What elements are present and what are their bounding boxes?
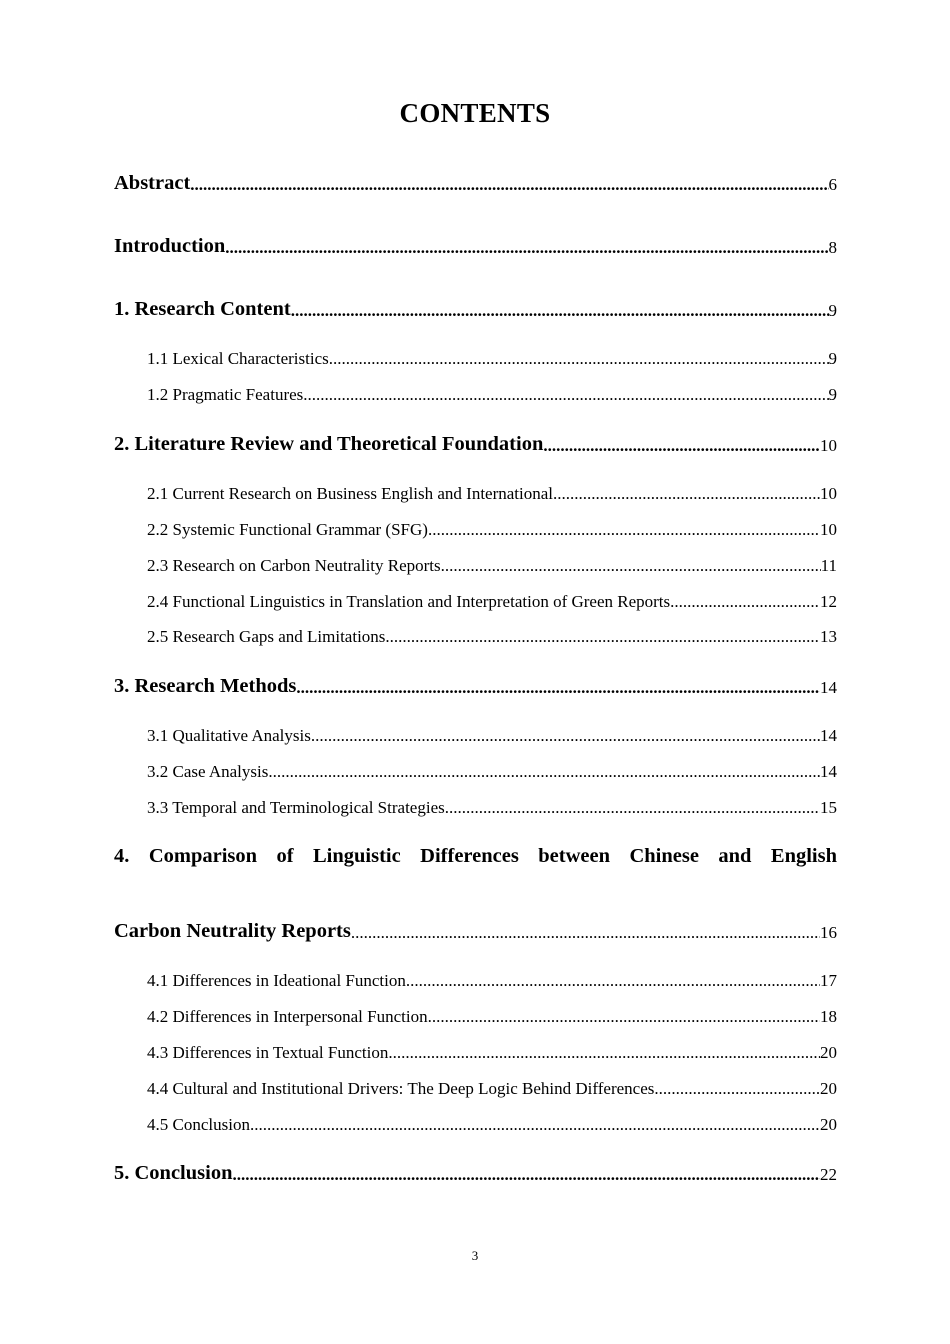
toc-page-number: 9 [828,349,837,368]
toc-entry-2-1[interactable] [147,484,837,504]
dot-leader [654,1079,820,1099]
toc-entry-label: Introduction [114,235,226,257]
toc-entry-literature-review[interactable] [114,433,837,456]
toc-entry-label: 3.1 Qualitative Analysis [147,726,311,745]
toc-page-number: 10 [820,520,837,539]
toc-entry-4-1[interactable] [147,971,837,991]
toc-entry-2-4[interactable] [147,592,837,612]
dot-leader [311,726,820,746]
toc-entry-4-4[interactable] [147,1079,837,1099]
toc-entry-research-content[interactable] [114,298,837,321]
dot-leader [385,627,820,647]
dot-leader [543,436,820,456]
toc-entry-label: 4.3 Differences in Textual Function [147,1043,389,1062]
dot-leader [225,238,828,258]
toc-entry-conclusion[interactable] [114,1162,837,1185]
dot-leader [441,556,821,576]
toc-page-number: 20 [820,1079,837,1098]
dot-leader [553,484,820,504]
toc-entry-2-5[interactable] [147,627,837,647]
dot-leader [291,301,829,321]
dot-leader [232,1165,820,1185]
toc-entry-label: 1.1 Lexical Characteristics [147,349,329,368]
toc-page-number: 12 [820,592,837,611]
toc-page-number: 20 [820,1115,837,1134]
page-title: CONTENTS [399,98,551,128]
toc-entry-label: 2. Literature Review and Theoretical Foundation [114,433,544,455]
toc-page-number: 6 [828,175,837,194]
toc-entry-4-5[interactable] [147,1115,837,1135]
toc-page-number: 16 [820,923,837,942]
dot-leader [296,678,820,698]
toc-entry-introduction[interactable] [114,235,837,258]
dot-leader [670,592,820,612]
toc-page-number: 14 [820,678,837,697]
toc-entry-abstract[interactable] [114,172,837,195]
toc-page-number: 14 [820,762,837,781]
dot-leader [268,762,820,782]
toc-entry-3-3[interactable] [147,798,837,818]
toc-page-number: 9 [828,385,837,404]
toc-page-number: 8 [828,238,837,257]
toc-entry-label: 3. Research Methods [114,675,297,697]
toc-page-number: 18 [820,1007,837,1026]
toc-entry-3-2[interactable] [147,762,837,782]
toc-entry-1-1[interactable] [147,349,837,369]
toc-entry-1-2[interactable] [147,385,837,405]
toc-entry-label: Abstract [114,172,191,194]
toc-entry-3-1[interactable] [147,726,837,746]
toc-entry-label: 2.4 Functional Linguistics in Translation and Interpretation of Green Reports [147,592,671,611]
toc-entry-label: 4.2 Differences in Interpersonal Function [147,1007,428,1026]
toc-entry-label: 2.2 Systemic Functional Grammar (SFG) [147,520,428,539]
dot-leader [329,349,829,369]
toc-entry-label: 4.4 Cultural and Institutional Drivers: The Deep Logic Behind Differences [147,1079,655,1098]
toc-entry-2-3[interactable] [147,556,837,576]
toc-entry-label: 4.1 Differences in Ideational Function [147,971,406,990]
toc-entry-2-2[interactable] [147,520,837,540]
toc-page-number: 22 [820,1165,837,1184]
dot-leader [406,971,820,991]
toc-page-number: 14 [820,726,837,745]
dot-leader [351,923,820,943]
toc-page-number: 9 [828,301,837,320]
toc-entry-label: 1.2 Pragmatic Features [147,385,304,404]
dot-leader [445,798,820,818]
toc-page-number: 20 [820,1043,837,1062]
toc-entry-comparison[interactable] [114,920,837,943]
dot-leader [303,385,828,405]
footer-page-number: 3 [471,1248,479,1263]
dot-leader [190,175,828,195]
toc-page-number: 11 [820,556,837,575]
toc-page-number: 10 [820,436,837,455]
toc-entry-research-methods[interactable] [114,675,837,698]
toc-entry-label: 3.3 Temporal and Terminological Strategies [147,798,445,817]
toc-page-number: 17 [820,971,837,990]
dot-leader [428,520,820,540]
dot-leader [388,1043,820,1063]
toc-entry-label: 1. Research Content [114,298,291,320]
toc-entry-label: 5. Conclusion [114,1162,233,1184]
toc-entry-label: Carbon Neutrality Reports [114,920,351,942]
dot-leader [428,1007,820,1027]
toc-page-number: 13 [820,627,837,646]
toc-entry-comparison-line1[interactable]: 4. Comparison of Linguistic Differences between Chinese and English [114,845,837,867]
dot-leader [250,1115,820,1135]
toc-page-number: 10 [820,484,837,503]
toc-entry-4-3[interactable] [147,1043,837,1063]
toc-entry-label: 2.1 Current Research on Business English and International [147,484,554,503]
toc-entry-label: 2.5 Research Gaps and Limitations [147,627,386,646]
toc-entry-label: 4.5 Conclusion [147,1115,250,1134]
toc-entry-label: 2.3 Research on Carbon Neutrality Reports [147,556,441,575]
toc-entry-4-2[interactable] [147,1007,837,1027]
toc-page-number: 15 [820,798,837,817]
toc-entry-label: 3.2 Case Analysis [147,762,269,781]
